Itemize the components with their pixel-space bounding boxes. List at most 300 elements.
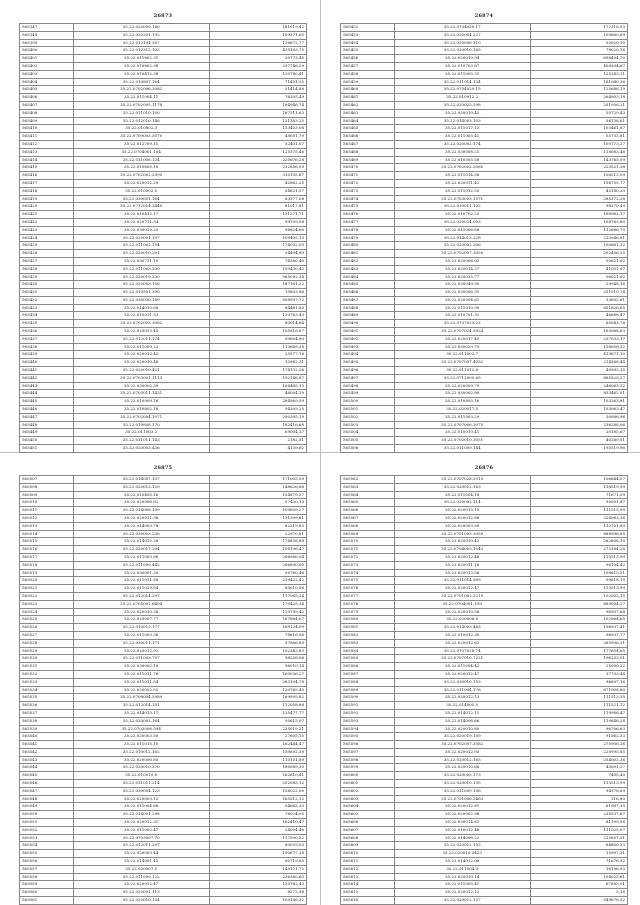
code-cell: 35.22.020002.164 (73, 717, 209, 725)
row-id-cell: 565455 (341, 47, 395, 55)
amount-cell: 275906,26 (530, 741, 628, 749)
row-id-cell: 565469 (341, 156, 395, 164)
amount-cell: 202456,35 (530, 250, 628, 258)
table-row (20, 826, 307, 834)
table-row (341, 787, 628, 795)
row-id-cell: 565521 (20, 585, 74, 593)
table-row (20, 203, 307, 211)
row-id-cell: 565427 (20, 257, 74, 265)
row-id-cell: 565585 (341, 655, 395, 663)
code-cell: 35.22.020010.165 (394, 47, 530, 55)
amount-cell: 112058,88 (209, 702, 307, 710)
amount-cell: 286690,00 (209, 561, 307, 569)
code-cell: 35.22.0704029.15 (394, 86, 530, 94)
row-id-cell: 565475 (341, 203, 395, 211)
code-cell: 35.22.020009.180 (73, 24, 209, 32)
row-id-cell: 565440 (20, 359, 74, 367)
row-id-cell: 565611 (341, 858, 395, 866)
row-id-cell: 565446 (20, 406, 74, 414)
table-row (341, 62, 628, 70)
amount-cell: 96706,63 (530, 725, 628, 733)
amount-cell: 2182,51 (209, 437, 307, 445)
row-id-cell: 565587 (341, 670, 395, 678)
code-cell: 35.22.011011.58 (73, 577, 209, 585)
code-cell: 35.22.020012.31 (73, 819, 209, 827)
table-row (341, 351, 628, 359)
table-row (20, 514, 307, 522)
amount-cell: 67883,01 (530, 881, 628, 889)
table-row (20, 717, 307, 725)
amount-cell: 98256,06 (209, 655, 307, 663)
code-cell: 35.22.0704020.17 (394, 24, 530, 32)
table-row (341, 858, 628, 866)
code-cell: 35.22.011011.76 (73, 670, 209, 678)
table-row (341, 148, 628, 156)
code-cell: 35.22.010012.30 (394, 631, 530, 639)
amount-cell: 251010,74 (530, 289, 628, 297)
amount-cell: 215857,51 (530, 834, 628, 842)
row-id-cell: 565498 (341, 382, 395, 390)
table-row (20, 561, 307, 569)
row-id-cell: 565347 (20, 24, 74, 32)
code-cell: 35.22.014006.22 (394, 834, 530, 842)
row-id-cell: 565421 (20, 211, 74, 219)
code-cell: 35.22.010701.32 (394, 312, 530, 320)
code-cell: 35.22.020012.92 (73, 647, 209, 655)
table-row (20, 608, 307, 616)
code-cell: 35.22.011014.999 (394, 577, 530, 585)
row-id-cell: 565527 (20, 631, 74, 639)
amount-cell: 25000,22 (530, 663, 628, 671)
code-cell: 35.22.020025.77 (394, 273, 530, 281)
code-cell: 35.22.0703011.1431 (73, 390, 209, 398)
amount-cell: 99618,10 (530, 577, 628, 585)
row-id-cell: 565422 (20, 218, 74, 226)
table-row (20, 865, 307, 873)
amount-cell: 154879,57 (209, 491, 307, 499)
amount-cell: 82219,83 (209, 522, 307, 530)
table-row (20, 390, 307, 398)
table-row (20, 678, 307, 686)
amount-cell: 16196,93 (530, 865, 628, 873)
row-id-cell: 565423 (20, 226, 74, 234)
table-row (341, 865, 628, 873)
amount-cell: 113649,38 (209, 343, 307, 351)
amount-cell: 169124,09 (209, 624, 307, 632)
code-cell: 35.22.014015.26 (73, 538, 209, 546)
row-id-cell: 565549 (20, 803, 74, 811)
code-cell: 35.22.010012.162 (73, 748, 209, 756)
amount-cell: 889004,27 (530, 600, 628, 608)
amount-cell: 400504,67 (530, 62, 628, 70)
row-id-cell: 565486 (341, 289, 395, 297)
table-row (20, 483, 307, 491)
code-cell: 35.22.030049.90 (394, 281, 530, 289)
row-id-cell: 565499 (341, 390, 395, 398)
code-cell: 35.22.020010.3423 (394, 850, 530, 858)
table-row (341, 530, 628, 538)
row-id-cell: 565572 (341, 553, 395, 561)
table-row (341, 795, 628, 803)
amount-cell: 96607,16 (530, 678, 628, 686)
row-id-cell: 565465 (341, 125, 395, 133)
amount-cell: 172316,53 (530, 24, 628, 32)
code-cell: 35.22.030711.10 (73, 257, 209, 265)
row-id-cell: 565586 (341, 663, 395, 671)
amount-cell: 78616,56 (209, 631, 307, 639)
table-row (341, 413, 628, 421)
row-id-cell: 565564 (341, 491, 395, 499)
code-cell: 35.22.020012.129 (73, 483, 209, 491)
table-row (341, 569, 628, 577)
code-cell: 35.22.014001.43 (73, 858, 209, 866)
row-id-cell: 565590 (341, 694, 395, 702)
amount-cell: 56760,46 (209, 569, 307, 577)
table-row (20, 117, 307, 125)
table-row (20, 70, 307, 78)
table-row (20, 639, 307, 647)
table-row (341, 343, 628, 351)
amount-cell: 161040,36 (530, 78, 628, 86)
code-cell: 35.22.011009.122 (73, 873, 209, 881)
table-row (20, 335, 307, 343)
row-id-cell: 565601 (341, 780, 395, 788)
amount-cell: 106213,09 (530, 172, 628, 180)
amount-cell: 109186,32 (209, 897, 307, 905)
table-row (341, 218, 628, 226)
code-cell: 35.22.030002.39 (73, 382, 209, 390)
amount-cell: 115513,99 (530, 553, 628, 561)
row-id-cell: 565607 (341, 826, 395, 834)
code-cell: 35.22.0707057.4052 (394, 359, 530, 367)
table-row (20, 133, 307, 141)
amount-cell: 94978,69 (530, 787, 628, 795)
table-row (20, 187, 307, 195)
code-cell: 35.22.020009.79 (394, 382, 530, 390)
table-row (341, 133, 628, 141)
code-cell: 35.22.0703007.70 (73, 834, 209, 842)
table-row (20, 577, 307, 585)
row-id-cell: 565576 (341, 585, 395, 593)
table-row (341, 406, 628, 414)
table-row (20, 265, 307, 273)
code-cell: 35.22.012104.307 (73, 39, 209, 47)
row-id-cell: 565410 (20, 125, 74, 133)
amount-cell: 246063,32 (530, 382, 628, 390)
row-id-cell: 565478 (341, 226, 395, 234)
code-cell: 35.22.011014.134 (394, 78, 530, 86)
code-cell: 35.22.014015.17 (73, 709, 209, 717)
amount-cell: 163968,63 (530, 328, 628, 336)
amount-cell: 40289,01 (530, 437, 628, 445)
amount-cell: 851826,65 (530, 304, 628, 312)
amount-cell: 135477,77 (209, 709, 307, 717)
code-cell: 35.22.0702002.3065 (394, 164, 530, 172)
code-cell: 35.22.020012.46 (394, 553, 530, 561)
amount-cell: 118083,48 (530, 148, 628, 156)
amount-cell: 153063,47 (530, 406, 628, 414)
row-id-cell: 565561 (20, 897, 74, 905)
row-id-cell: 565409 (20, 117, 74, 125)
row-id-cell: 565548 (20, 795, 74, 803)
code-cell: 35.22.030002.19 (73, 663, 209, 671)
row-id-cell: 565615 (341, 889, 395, 897)
row-id-cell: 565516 (20, 546, 74, 554)
row-id-cell: 565457 (341, 62, 395, 70)
amount-cell: 27605,15 (209, 733, 307, 741)
row-id-cell: 565526 (20, 624, 74, 632)
table-row (20, 686, 307, 694)
table-row (20, 24, 307, 32)
amount-cell: 30086,96 (530, 413, 628, 421)
row-id-cell: 565545 (20, 772, 74, 780)
table-row (341, 491, 628, 499)
row-id-cell: 565511 (20, 507, 74, 515)
amount-cell: 51414,88 (209, 86, 307, 94)
amount-cell: 102002,15 (530, 592, 628, 600)
amount-cell: 235537,67 (530, 811, 628, 819)
amount-cell: 265996,31 (530, 639, 628, 647)
code-cell: 35.22.030029.25 (73, 226, 209, 234)
amount-cell: 182416,68 (209, 421, 307, 429)
row-id-cell: 565413 (20, 148, 74, 156)
table-row (20, 741, 307, 749)
code-cell: 35.22.011005.31 (394, 70, 530, 78)
table-row (341, 398, 628, 406)
amount-cell: 181019,42 (209, 24, 307, 32)
amount-cell: 251956,21 (530, 101, 628, 109)
table-row (20, 55, 307, 63)
row-id-cell: 565445 (20, 398, 74, 406)
amount-cell: 965092,34 (209, 273, 307, 281)
row-id-cell: 565492 (341, 335, 395, 343)
code-cell: 35.22.014008.109 (73, 507, 209, 515)
row-id-cell: 565608 (341, 834, 395, 842)
row-id-cell: 565542 (20, 748, 74, 756)
amount-cell: 94309,25 (209, 406, 307, 414)
code-cell: 35.22.011012.50 (394, 187, 530, 195)
code-cell: 35.22.020003.156 (73, 281, 209, 289)
code-cell: 35.22.030029.75 (394, 343, 530, 351)
table-row (341, 234, 628, 242)
amount-cell: 43001,27 (530, 764, 628, 772)
row-id-cell: 565520 (20, 577, 74, 585)
table-row (341, 367, 628, 375)
row-id-cell: 565404 (20, 78, 74, 86)
table-row (20, 382, 307, 390)
amount-cell: 49051,79 (209, 133, 307, 141)
table-row (341, 242, 628, 250)
amount-cell: 98824,66 (209, 226, 307, 234)
row-id-cell: 565581 (341, 624, 395, 632)
table-row (341, 748, 628, 756)
row-id-cell: 565524 (20, 608, 74, 616)
amount-cell: 98270,49 (530, 203, 628, 211)
row-id-cell: 565464 (341, 117, 395, 125)
row-id-cell: 565597 (341, 748, 395, 756)
table-row (341, 881, 628, 889)
table-row (341, 94, 628, 102)
table-row (341, 655, 628, 663)
table-row (20, 312, 307, 320)
code-cell: 35.22.012011.297 (73, 842, 209, 850)
code-cell: 35.22.020012.86 (394, 514, 530, 522)
row-id-cell: 565461 (341, 94, 395, 102)
row-id-cell: 565528 (20, 639, 74, 647)
amount-cell: 237033,17 (530, 335, 628, 343)
table-row (20, 616, 307, 624)
amount-cell: 34494,89 (209, 250, 307, 258)
row-id-cell: 565605 (341, 811, 395, 819)
code-cell: 35.22.011004.88 (73, 803, 209, 811)
table-row (20, 242, 307, 250)
table-row (20, 351, 307, 359)
table-row (341, 320, 628, 328)
row-id-cell: 565569 (341, 530, 395, 538)
row-id-cell: 565613 (341, 873, 395, 881)
table-row (20, 631, 307, 639)
table-row (20, 795, 307, 803)
code-cell: 35.22.020011.18 (394, 561, 530, 569)
amount-cell: 8272,98 (209, 889, 307, 897)
row-id-cell: 565470 (341, 164, 395, 172)
row-id-cell: 565609 (341, 842, 395, 850)
row-id-cell: 565439 (20, 351, 74, 359)
amount-cell: 177654,65 (530, 647, 628, 655)
amount-cell: 33602,61 (530, 296, 628, 304)
code-cell: 35.22.020012.93 (394, 748, 530, 756)
row-id-cell: 565432 (20, 296, 74, 304)
amount-cell: 50729,43 (530, 109, 628, 117)
amount-cell: 61987,35 (530, 803, 628, 811)
code-cell: 35.22.0707023.22 (394, 320, 530, 328)
table-row (20, 250, 307, 258)
code-cell: 35.22.030004.123 (73, 787, 209, 795)
table-row (341, 47, 628, 55)
amount-cell: 187161,22 (209, 281, 307, 289)
code-cell: 35.22.010505.58 (394, 156, 530, 164)
table-row (20, 179, 307, 187)
code-cell: 35.22.012312.103 (73, 47, 209, 55)
row-id-cell: 565481 (341, 250, 395, 258)
row-id-cell: 565348 (20, 31, 74, 39)
code-cell: 35.22.010012.48 (394, 826, 530, 834)
amount-cell: 71671,59 (530, 491, 628, 499)
code-cell: 35.22.0702007.3055 (394, 250, 530, 258)
amount-cell: 22970,81 (209, 530, 307, 538)
table-row (20, 476, 307, 484)
amount-cell: 264969,59 (209, 398, 307, 406)
amount-cell: 105516,07 (209, 328, 307, 336)
row-id-cell: 565448 (20, 421, 74, 429)
row-id-cell: 565419 (20, 195, 74, 203)
row-id-cell: 565434 (20, 312, 74, 320)
amount-cell: 285372,28 (530, 195, 628, 203)
amount-cell: 108615,51 (530, 569, 628, 577)
row-id-cell: 565591 (341, 702, 395, 710)
table-row (341, 756, 628, 764)
code-cell: 35.22.012014.297 (73, 592, 209, 600)
amount-cell: 102964,65 (530, 616, 628, 624)
row-id-cell: 565441 (20, 367, 74, 375)
code-cell: 35.22.020003.44 (73, 850, 209, 858)
code-cell: 35.22.020013.45 (73, 328, 209, 336)
code-cell: 35.22.011009.144 (394, 445, 530, 453)
amount-cell: 55020,10 (530, 39, 628, 47)
amount-cell: 236288,06 (530, 421, 628, 429)
table-row (20, 585, 307, 593)
code-cell: 35.22.020002.306 (394, 242, 530, 250)
row-id-cell: 565458 (341, 70, 395, 78)
row-id-cell: 565485 (341, 281, 395, 289)
code-cell: 35.22.011011.143 (73, 437, 209, 445)
table-row (20, 320, 307, 328)
code-cell: 35.22.020010.195 (394, 780, 530, 788)
row-id-cell: 565530 (20, 655, 74, 663)
row-id-cell: 565471 (341, 172, 395, 180)
table-row (20, 281, 307, 289)
code-cell: 35.22.010010.41 (394, 429, 530, 437)
code-cell: 35.22.010912.2 (394, 94, 530, 102)
table-row (20, 78, 307, 86)
table-row (341, 741, 628, 749)
table-row (341, 70, 628, 78)
row-id-cell: 565539 (20, 725, 74, 733)
table-row (341, 553, 628, 561)
table-row (20, 374, 307, 382)
amount-cell: 224963,38 (530, 514, 628, 522)
row-id-cell: 565566 (341, 507, 395, 515)
table-row (20, 445, 307, 453)
amount-cell: 24004,46 (209, 826, 307, 834)
amount-cell: 112666,70 (530, 226, 628, 234)
table-row (20, 787, 307, 795)
amount-cell: 310105,67 (209, 172, 307, 180)
row-id-cell: 565509 (20, 491, 74, 499)
row-id-cell: 565411 (20, 133, 74, 141)
amount-cell: 106485,13 (209, 382, 307, 390)
row-id-cell: 565454 (341, 39, 395, 47)
code-cell: 35.22.0703001.1113 (73, 374, 209, 382)
row-id-cell: 565534 (20, 686, 74, 694)
row-id-cell: 565453 (341, 31, 395, 39)
code-cell: 35.22.020002.96 (394, 811, 530, 819)
amount-cell: 853462,01 (530, 390, 628, 398)
code-cell: 35.22.011015.10 (73, 741, 209, 749)
amount-cell: 413671,10 (530, 351, 628, 359)
table-row (20, 772, 307, 780)
table-row (20, 429, 307, 437)
row-id-cell: 565495 (341, 359, 395, 367)
code-cell: 35.22.014007.107 (73, 476, 209, 484)
table-row (20, 811, 307, 819)
row-id-cell: 565500 (341, 398, 395, 406)
row-id-cell: 565483 (341, 265, 395, 273)
row-id-cell: 565580 (341, 616, 395, 624)
table-row (20, 546, 307, 554)
code-cell: 35.22.0702010.3051 (394, 437, 530, 445)
code-cell: 35.22.020025.298 (394, 101, 530, 109)
amount-cell: 15997,31 (530, 850, 628, 858)
amount-cell: 671008,80 (530, 686, 628, 694)
table-row (20, 655, 307, 663)
row-id-cell: 565557 (20, 865, 74, 873)
code-cell: 35.22.020012.137 (394, 897, 530, 905)
amount-cell: 195519,96 (530, 445, 628, 453)
code-cell: 35.22.0704001.104 (73, 148, 209, 156)
row-id-cell: 565522 (20, 592, 74, 600)
table-row (341, 31, 628, 39)
